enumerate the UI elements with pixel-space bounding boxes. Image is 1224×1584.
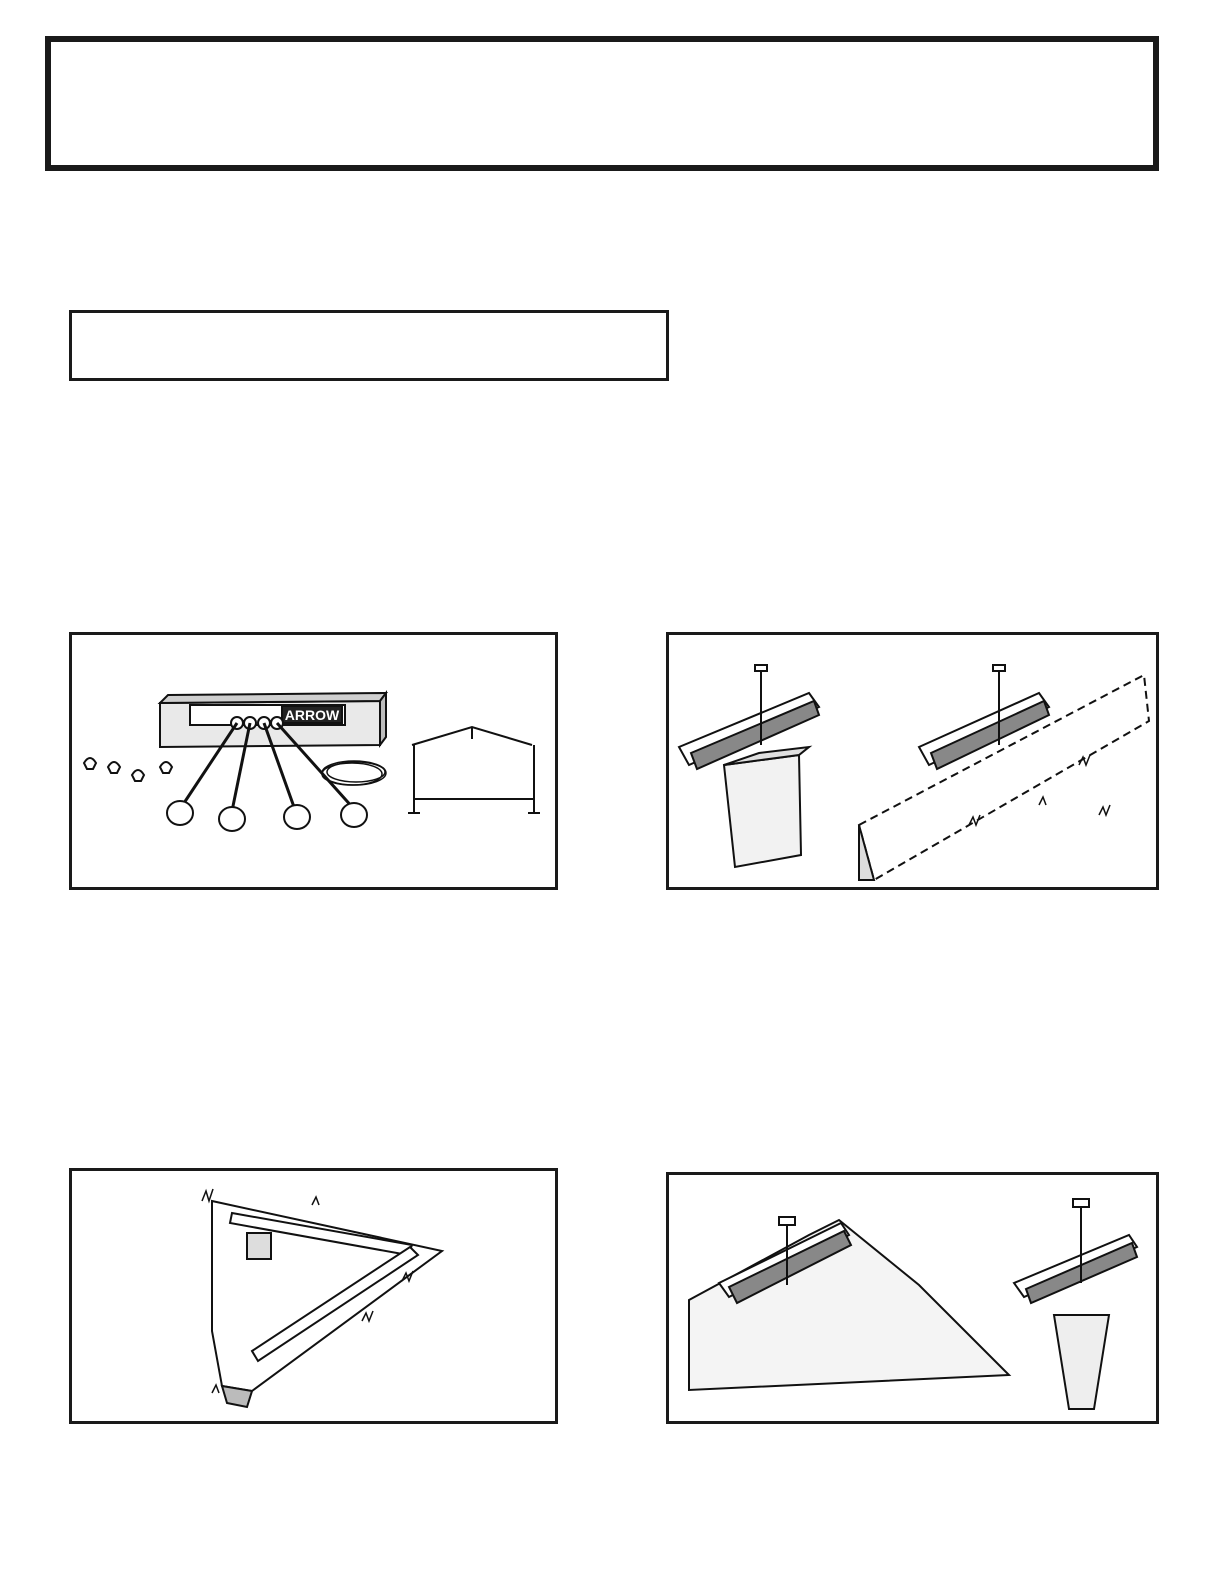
box-brand-label: ARROW	[284, 707, 340, 723]
cable-coil	[322, 761, 386, 785]
anchor-kit-box	[160, 693, 386, 747]
figure-wood-base	[666, 632, 1159, 890]
anchor-kit-illustration	[72, 635, 555, 887]
anchor-plate	[247, 1233, 271, 1259]
wood-beam	[859, 675, 1149, 880]
section-heading-box	[69, 310, 669, 381]
wood-block	[724, 747, 809, 867]
floor-rail-pier	[1014, 1235, 1137, 1303]
section-heading	[72, 313, 666, 349]
shed-frame-diagram	[408, 727, 540, 813]
wood-base-illustration	[669, 635, 1156, 887]
page-title-box	[45, 36, 1159, 171]
concrete-pier	[1054, 1315, 1109, 1409]
cable-clips	[84, 758, 172, 781]
figure-concrete-base	[666, 1172, 1159, 1424]
concrete-base-illustration	[669, 1175, 1156, 1421]
figure-anchor-kit	[69, 632, 558, 890]
figure-frame-corner	[69, 1168, 558, 1424]
frame-corner-illustration	[72, 1171, 555, 1421]
